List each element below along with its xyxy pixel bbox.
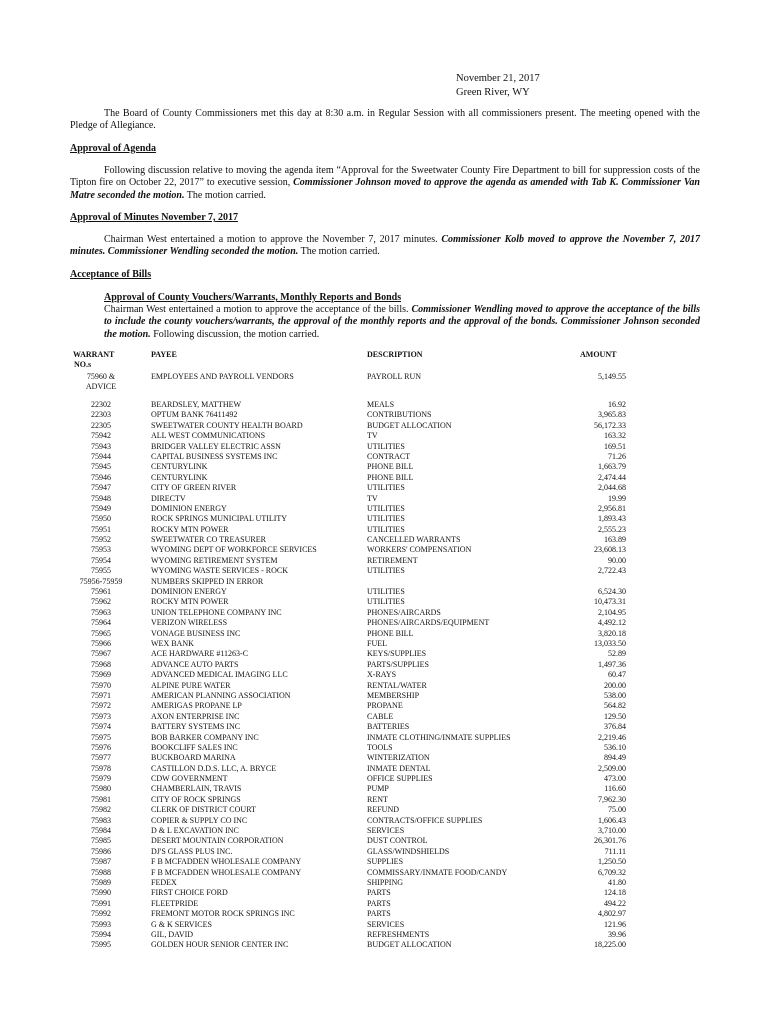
amount: 2,509.00: [598, 763, 626, 773]
amount: 1,497.36: [598, 659, 626, 669]
warrant-number: 75953: [91, 545, 111, 555]
description: MEMBERSHIP: [367, 690, 420, 700]
table-row: [0, 764, 770, 774]
warrant-number: 75983: [91, 815, 111, 825]
table-row: [0, 587, 770, 597]
warrant-number: 75968: [91, 659, 111, 669]
payee: GOLDEN HOUR SENIOR CENTER INC: [151, 940, 289, 950]
warrant-number: 75994: [91, 929, 111, 939]
description: WINTERIZATION: [367, 753, 430, 763]
amount: 2,555.23: [598, 524, 626, 534]
warrant-number: 75952: [91, 535, 111, 545]
description: PARTS/SUPPLIES: [367, 659, 429, 669]
warrant-number: 75975: [91, 732, 111, 742]
payee: GIL, DAVID: [151, 929, 194, 939]
amount: 1,893.43: [598, 514, 626, 524]
warrant-number: 75992: [91, 909, 111, 919]
payee: CITY OF GREEN RIVER: [151, 483, 237, 493]
warrant-number: 75942: [91, 431, 111, 441]
warrant-number: 75977: [91, 753, 111, 763]
warrant-number: 75956-75959: [79, 576, 123, 586]
description: BUDGET ALLOCATION: [367, 940, 452, 950]
description: INMATE DENTAL: [367, 763, 431, 773]
table-row: [0, 940, 770, 950]
table-row: [0, 400, 770, 410]
description: UTILITIES: [367, 566, 405, 576]
amount: 56,172.33: [594, 420, 626, 430]
description: BATTERIES: [367, 722, 410, 732]
payee: ADVANCED MEDICAL IMAGING LLC: [151, 670, 288, 680]
table-row: [0, 774, 770, 784]
amount: 18,225.00: [594, 940, 626, 950]
payee: NUMBERS SKIPPED IN ERROR: [151, 576, 264, 586]
payee: DOMINION ENERGY: [151, 587, 227, 597]
agenda-paragraph: [70, 165, 700, 202]
first-description: PAYROLL RUN: [367, 372, 422, 381]
description: TV: [367, 431, 378, 441]
table-row: [0, 442, 770, 452]
warrant-number: 75948: [91, 493, 111, 503]
table-row: [0, 597, 770, 607]
warrant-number: 75984: [91, 826, 111, 836]
amount: 23,608.13: [594, 545, 626, 555]
description: PHONE BILL: [367, 462, 414, 472]
payee: BUCKBOARD MARINA: [151, 753, 236, 763]
payee: F B MCFADDEN WHOLESALE COMPANY: [151, 867, 302, 877]
table-row: [0, 525, 770, 535]
agenda-result: The motion carried.: [186, 189, 266, 201]
amount: 473.00: [604, 774, 626, 784]
amount: 169.51: [604, 441, 626, 451]
table-row: [0, 753, 770, 763]
table-row: [0, 836, 770, 846]
amount: 41.80: [608, 877, 626, 887]
table-row: [0, 535, 770, 545]
warrant-number: 75982: [91, 805, 111, 815]
payee: BOB BARKER COMPANY INC: [151, 732, 259, 742]
amount: 163.89: [604, 535, 626, 545]
bills-paragraph: [104, 304, 700, 341]
table-row: [0, 462, 770, 472]
table-row: [0, 816, 770, 826]
description: UTILITIES: [367, 597, 405, 607]
description: PHONE BILL: [367, 628, 414, 638]
table-row: [0, 733, 770, 743]
table-row: [0, 660, 770, 670]
description: PHONES/AIRCARDS/EQUIPMENT: [367, 618, 490, 628]
table-row: [0, 556, 770, 566]
amount: 894.49: [604, 753, 626, 763]
payee: DIRECTV: [151, 493, 186, 503]
first-warrant: 75960 &: [86, 372, 116, 381]
description: RENT: [367, 794, 388, 804]
warrant-number: 75945: [91, 462, 111, 472]
intro-paragraph: The Board of County Commissioners met this day at 8:30 a.m. in Regular Session with all commissioners present. The meeting opened with the Pledge of Allegiance.: [70, 108, 700, 132]
table-row: [0, 909, 770, 919]
payee: VONAGE BUSINESS INC: [151, 628, 241, 638]
payee: ACE HARDWARE #11263-C: [151, 649, 249, 659]
payee: ROCKY MTN POWER: [151, 597, 229, 607]
description: SUPPLIES: [367, 857, 404, 867]
warrant-number: 75985: [91, 836, 111, 846]
warrant-number: 75946: [91, 472, 111, 482]
amount: 26,301.76: [594, 836, 626, 846]
warrant-number: 75973: [91, 711, 111, 721]
payee: BEARDSLEY, MATTHEW: [151, 400, 242, 409]
header-warrant: WARRANT: [73, 350, 115, 359]
description: RETIREMENT: [367, 555, 418, 565]
amount: 564.82: [604, 701, 626, 711]
description: REFRESHMENTS: [367, 929, 430, 939]
payee: AMERICAN PLANNING ASSOCIATION: [151, 690, 291, 700]
amount: 1,663.79: [598, 462, 626, 472]
warrant-number: 75995: [91, 940, 111, 950]
description: CANCELLED WARRANTS: [367, 535, 461, 545]
table-row: [0, 784, 770, 794]
header-description: DESCRIPTION: [367, 350, 423, 359]
amount: 71.26: [608, 451, 626, 461]
warrant-number: 75971: [91, 690, 111, 700]
table-row: [0, 577, 770, 587]
payee: WYOMING WASTE SERVICES - ROCK: [151, 566, 288, 576]
description: SHIPPING: [367, 877, 404, 887]
payee: DJ'S GLASS PLUS INC.: [151, 846, 233, 856]
description: PUMP: [367, 784, 389, 794]
warrant-number: 75944: [91, 451, 111, 461]
payee: ALL WEST COMMUNICATIONS: [151, 431, 266, 441]
amount: 163.32: [604, 431, 626, 441]
payee: CITY OF ROCK SPRINGS: [151, 794, 241, 804]
amount: 19.99: [608, 493, 626, 503]
amount: 116.60: [604, 784, 626, 794]
description: COMMISSARY/INMATE FOOD/CANDY: [367, 867, 508, 877]
warrant-number: 75955: [91, 566, 111, 576]
amount: 60.47: [608, 670, 626, 680]
description: TV: [367, 493, 378, 503]
description: INMATE CLOTHING/INMATE SUPPLIES: [367, 732, 511, 742]
description: SERVICES: [367, 919, 405, 929]
description: MEALS: [367, 400, 395, 409]
payee: FLEETPRIDE: [151, 898, 199, 908]
warrant-number: 75988: [91, 867, 111, 877]
table-row: [0, 712, 770, 722]
warrant-number: 75981: [91, 794, 111, 804]
warrant-number: 75964: [91, 618, 111, 628]
warrant-number: 75972: [91, 701, 111, 711]
payee: F B MCFADDEN WHOLESALE COMPANY: [151, 857, 302, 867]
payee: OPTUM BANK 76411492: [151, 410, 238, 420]
warrant-number: 75947: [91, 483, 111, 493]
payee: CLERK OF DISTRICT COURT: [151, 805, 256, 815]
warrant-number: 22305: [91, 420, 111, 430]
amount: 711.11: [604, 846, 626, 856]
table-row: [0, 545, 770, 555]
amount: 376.84: [604, 722, 626, 732]
warrant-number: 75989: [91, 877, 111, 887]
payee: ALPINE PURE WATER: [151, 680, 231, 690]
minutes-result: The motion carried.: [300, 246, 380, 258]
payee: FIRST CHOICE FORD: [151, 888, 228, 898]
payee: WYOMING RETIREMENT SYSTEM: [151, 555, 278, 565]
table-row: [0, 431, 770, 441]
table-row: [0, 743, 770, 753]
description: PARTS: [367, 898, 391, 908]
bills-subheading: Approval of County Vouchers/Warrants, Monthly Reports and Bonds: [104, 292, 402, 303]
table-row: [0, 899, 770, 909]
description: PARTS: [367, 888, 391, 898]
description: UTILITIES: [367, 524, 405, 534]
meeting-location: Green River, WY: [456, 87, 530, 98]
bills-motion: Commissioner Wendling moved to approve the acceptance of the bills to include the county vouchers/warrants, the approval of the monthly reports and the approval of the bonds. Commissioner Johnson seconded the motion.: [104, 304, 701, 340]
minutes-text: Chairman West entertained a motion to approve the November 7, 2017 minutes.: [104, 234, 438, 245]
amount: 2,104.95: [598, 607, 626, 617]
amount: 3,710.00: [598, 826, 626, 836]
amount: 16.92: [608, 400, 626, 409]
amount: 90.00: [608, 555, 626, 565]
bills-text: Chairman West entertained a motion to approve the acceptance of the bills.: [104, 304, 409, 315]
warrant-number: 75976: [91, 742, 111, 752]
amount: 2,044.68: [598, 483, 626, 493]
amount: 6,709.32: [598, 867, 626, 877]
minutes-motion: Commissioner Kolb moved to approve the November 7, 2017 minutes. Commissioner Wendling seconded the motion.: [70, 234, 701, 258]
payee: COPIER & SUPPLY CO INC: [151, 815, 248, 825]
warrant-number: 75980: [91, 784, 111, 794]
description: CONTRIBUTIONS: [367, 410, 432, 420]
payee: FREMONT MOTOR ROCK SPRINGS INC: [151, 909, 295, 919]
warrant-number: 75961: [91, 587, 111, 597]
warrant-number: 75966: [91, 638, 111, 648]
payee: G & K SERVICES: [151, 919, 212, 929]
payee: DOMINION ENERGY: [151, 503, 227, 513]
description: OFFICE SUPPLIES: [367, 774, 433, 784]
minutes-paragraph: [70, 234, 700, 259]
table-row: [0, 701, 770, 711]
description: SERVICES: [367, 826, 405, 836]
table-row: [0, 483, 770, 493]
payee: CDW GOVERNMENT: [151, 774, 228, 784]
description: DUST CONTROL: [367, 836, 428, 846]
payee: FEDEX: [151, 877, 177, 887]
description: CONTRACT: [367, 451, 411, 461]
amount: 52.89: [608, 649, 626, 659]
warrant-number: 22302: [91, 400, 111, 409]
table-row: [0, 421, 770, 431]
amount: 3,965.83: [598, 410, 626, 420]
amount: 2,474.44: [598, 472, 626, 482]
header-payee: PAYEE: [151, 350, 177, 359]
agenda-heading: Approval of Agenda: [70, 143, 156, 154]
table-row: [0, 826, 770, 836]
description: BUDGET ALLOCATION: [367, 420, 452, 430]
payee: CAPITAL BUSINESS SYSTEMS INC: [151, 451, 278, 461]
amount: 10,473.31: [594, 597, 626, 607]
amount: 1,606.43: [598, 815, 626, 825]
payee: DESERT MOUNTAIN CORPORATION: [151, 836, 284, 846]
warrant-number: 75987: [91, 857, 111, 867]
amount: 200.00: [604, 680, 626, 690]
amount: 121.96: [604, 919, 626, 929]
table-row: [0, 805, 770, 815]
description: PROPANE: [367, 701, 403, 711]
table-row: [0, 930, 770, 940]
payee: SWEETWATER COUNTY HEALTH BOARD: [151, 420, 303, 430]
warrant-number: 75978: [91, 763, 111, 773]
description: PARTS: [367, 909, 391, 919]
table-row: [0, 878, 770, 888]
dateline: [456, 72, 540, 100]
table-row: [0, 920, 770, 930]
table-row: [0, 868, 770, 878]
minutes-heading: Approval of Minutes November 7, 2017: [70, 212, 238, 223]
warrant-number: 75991: [91, 898, 111, 908]
amount: 75.00: [608, 805, 626, 815]
table-row: [0, 857, 770, 867]
table-row: [0, 795, 770, 805]
payee: CENTURYLINK: [151, 462, 208, 472]
warrant-number: 75969: [91, 670, 111, 680]
description: UTILITIES: [367, 587, 405, 597]
warrant-number: 75943: [91, 441, 111, 451]
header-warrant-nos: NO.s: [74, 360, 92, 369]
description: RENTAL/WATER: [367, 680, 427, 690]
description: TOOLS: [367, 742, 393, 752]
description: UTILITIES: [367, 483, 405, 493]
description: GLASS/WINDSHIELDS: [367, 846, 450, 856]
payee: WEX BANK: [151, 638, 194, 648]
amount: 4,492.12: [598, 618, 626, 628]
table-row: [0, 670, 770, 680]
amount: 2,956.81: [598, 503, 626, 513]
amount: 4,802.97: [598, 909, 626, 919]
description: KEYS/SUPPLIES: [367, 649, 427, 659]
payee: BOOKCLIFF SALES INC: [151, 742, 238, 752]
payee: CENTURYLINK: [151, 472, 208, 482]
table-row: [0, 410, 770, 420]
first-warrant-advice: ADVICE: [85, 382, 117, 391]
description: UTILITIES: [367, 503, 405, 513]
amount: 2,722.43: [598, 566, 626, 576]
agenda-motion: Commissioner Johnson moved to approve the agenda as amended with Tab K. Commissioner Van Matre seconded the motion.: [70, 177, 700, 201]
payee: BRIDGER VALLEY ELECTRIC ASSN: [151, 441, 281, 451]
warrant-number: 75974: [91, 722, 111, 732]
header-amount: AMOUNT: [580, 350, 617, 359]
warrant-number: 75949: [91, 503, 111, 513]
warrant-number: 75951: [91, 524, 111, 534]
warrant-number: 75963: [91, 607, 111, 617]
bills-result: Following discussion, the motion carried.: [153, 328, 320, 340]
amount: 538.00: [604, 690, 626, 700]
table-row: [0, 722, 770, 732]
table-row: [0, 452, 770, 462]
table-row: [0, 566, 770, 576]
meeting-date: November 21, 2017: [456, 73, 540, 84]
payee: AXON ENTERPRISE INC: [151, 711, 240, 721]
description: WORKERS' COMPENSATION: [367, 545, 472, 555]
table-row: [0, 504, 770, 514]
table-row: [0, 608, 770, 618]
warrant-number: 22303: [91, 410, 111, 420]
table-row: [0, 473, 770, 483]
table-row: [0, 847, 770, 857]
amount: 3,820.18: [598, 628, 626, 638]
bills-heading: Acceptance of Bills: [70, 269, 152, 280]
description: CONTRACTS/OFFICE SUPPLIES: [367, 815, 483, 825]
warrant-table-body: [0, 400, 770, 951]
first-payee: EMPLOYEES AND PAYROLL VENDORS: [151, 372, 294, 381]
amount: 494.22: [604, 898, 626, 908]
amount: 1,250.50: [598, 857, 626, 867]
table-row: [0, 629, 770, 639]
payee: SWEETWATER CO TREASURER: [151, 535, 266, 545]
warrant-number: 75970: [91, 680, 111, 690]
warrant-number: 75967: [91, 649, 111, 659]
warrant-number: 75962: [91, 597, 111, 607]
payee: CASTILLON D.D.S. LLC, A. BRYCE: [151, 763, 277, 773]
description: REFUND: [367, 805, 400, 815]
amount: 13,033.50: [594, 638, 626, 648]
payee: ADVANCE AUTO PARTS: [151, 659, 239, 669]
table-row: [0, 649, 770, 659]
amount: 7,962.30: [598, 794, 626, 804]
description: FUEL: [367, 638, 387, 648]
payee: D & L EXCAVATION INC: [151, 826, 239, 836]
description: PHONES/AIRCARDS: [367, 607, 441, 617]
amount: 124.18: [604, 888, 626, 898]
payee: CHAMBERLAIN, TRAVIS: [151, 784, 242, 794]
table-row: [0, 691, 770, 701]
table-row: [0, 618, 770, 628]
payee: AMERIGAS PROPANE LP: [151, 701, 242, 711]
warrant-number: 75979: [91, 774, 111, 784]
amount: 129.50: [604, 711, 626, 721]
warrant-number: 75965: [91, 628, 111, 638]
table-row: [0, 681, 770, 691]
description: X-RAYS: [367, 670, 397, 680]
payee: ROCK SPRINGS MUNICIPAL UTILITY: [151, 514, 288, 524]
warrant-number: 75950: [91, 514, 111, 524]
warrant-number: 75986: [91, 846, 111, 856]
description: UTILITIES: [367, 441, 405, 451]
agenda-text: Following discussion relative to moving the agenda item “Approval for the Sweetwater County Fire Department to bill for suppression costs of the Tipton fire on October 22, 2017” to executive session,: [70, 165, 700, 189]
payee: WYOMING DEPT OF WORKFORCE SERVICES: [151, 545, 317, 555]
amount: 6,524.30: [598, 587, 626, 597]
table-row: [0, 494, 770, 504]
amount: 2,219.46: [598, 732, 626, 742]
amount: 39.96: [608, 929, 626, 939]
table-row: [0, 888, 770, 898]
description: UTILITIES: [367, 514, 405, 524]
payee: VERIZON WIRELESS: [151, 618, 228, 628]
warrant-number: 75954: [91, 555, 111, 565]
description: PHONE BILL: [367, 472, 414, 482]
first-amount: 5,149.55: [598, 372, 626, 381]
description: CABLE: [367, 711, 394, 721]
payee: ROCKY MTN POWER: [151, 524, 229, 534]
payee: BATTERY SYSTEMS INC: [151, 722, 241, 732]
payee: UNION TELEPHONE COMPANY INC: [151, 607, 282, 617]
table-row: [0, 514, 770, 524]
warrant-number: 75993: [91, 919, 111, 929]
amount: 536.10: [604, 742, 626, 752]
table-row: [0, 639, 770, 649]
warrant-number: 75990: [91, 888, 111, 898]
